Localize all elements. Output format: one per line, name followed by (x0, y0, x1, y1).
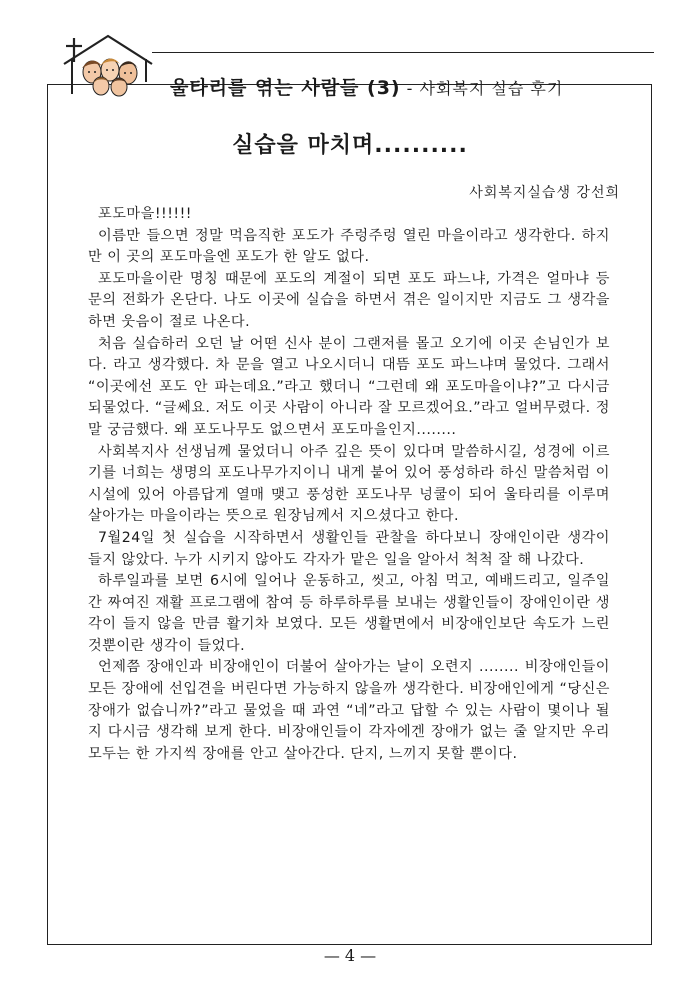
article-title: 실습을 마치며.......... (232, 133, 468, 158)
paragraph: 포도마을!!!!!! (98, 206, 192, 222)
paragraph: 언제쯤 장애인과 비장애인이 더불어 살아가는 날이 오련지 ........ 비장애인들이 모든 장애에 선입견을 버린다면 가능하지 않을까 생각한다. 비장애인에게 “당신은 장애가 없습니까?”라고 물었을 때 과연 “네”라고 답할 수 있는 사람이 몇이나 될지 다시금 생각해 보게 한다. 비장애인들이 각자에겐 장애가 없는 줄 알지만 우리 모두는 한 가지씩 장애를 안고 살아간다. 단지, 느끼지 못할 뿐이다. (88, 659, 610, 762)
series-subtitle: - 사회복지 실습 후기 (406, 79, 564, 98)
paragraph: 이름만 들으면 정말 먹음직한 포도가 주렁주렁 열린 마을이라고 생각한다. 하지만 이 곳의 포도마을엔 포도가 한 알도 없다. (88, 227, 610, 266)
article-body (88, 204, 610, 765)
house-logo-icon (60, 32, 160, 102)
paragraph: 하루일과를 보면 6시에 일어나 운동하고, 씻고, 아침 먹고, 예배드리고, 일주일간 짜여진 재활 프로그램에 참여 등 하루하루를 보내는 생활인들이 장애인이란 생각이 들지 않을 만큼 활기차 보였다. 모든 생활면에서 비장애인보단 속도가 느린 것뿐이란 생각이 들었다. (88, 573, 610, 654)
header-title (170, 73, 563, 100)
paragraph: 사회복지사 선생님께 물었더니 아주 깊은 뜻이 있다며 말씀하시길, 성경에 이르기를 너희는 생명의 포도나무가지이니 내게 붙어 있어 풍성하라 하신 말씀처럼 이 시설에 있어 아름답게 열매 맺고 풍성한 포도나무 넝쿨이 되어 울타리를 이루며 살아가는 마을이라는 뜻으로 원장님께서 지으셨다고 한다. (88, 443, 610, 525)
paragraph: 7월24일 첫 실습을 시작하면서 생활인들 관찰을 하다보니 장애인이란 생각이 들지 않았다. 누가 시키지 않아도 각자가 맡은 일을 알아서 척척 잘 해 나갔다. (88, 529, 610, 568)
header-rule (152, 52, 654, 53)
paragraph: 처음 실습하러 오던 날 어떤 신사 분이 그랜저를 몰고 오기에 이곳 손님인가 보다. 라고 생각했다. 차 문을 열고 나오시더니 대뜸 포도 파느냐며 물었다. 그래서 “이곳에선 포도 안 파는데요.”라고 했더니 “그런데 왜 포도마을이냐?”고 다시금 되물었다. “글쎄요. 저도 이곳 사람이 아니라 잘 모르겠어요.”라고 얼버무렸다. 정말 궁금했다. 왜 포도나무도 없으면서 포도마을인지........ (88, 335, 610, 438)
article-author: 사회복지실습생 강선희 (469, 185, 620, 201)
paragraph: 포도마을이란 명칭 때문에 포도의 계절이 되면 포도 파느냐, 가격은 얼마냐 등 문의 전화가 온단다. 나도 이곳에 실습을 하면서 겪은 일이지만 지금도 그 생각을 하면 웃음이 절로 나온다. (88, 270, 610, 330)
page-number: — 4 — (323, 946, 377, 965)
series-title: 울타리를 엮는 사람들 (3) (170, 77, 401, 99)
